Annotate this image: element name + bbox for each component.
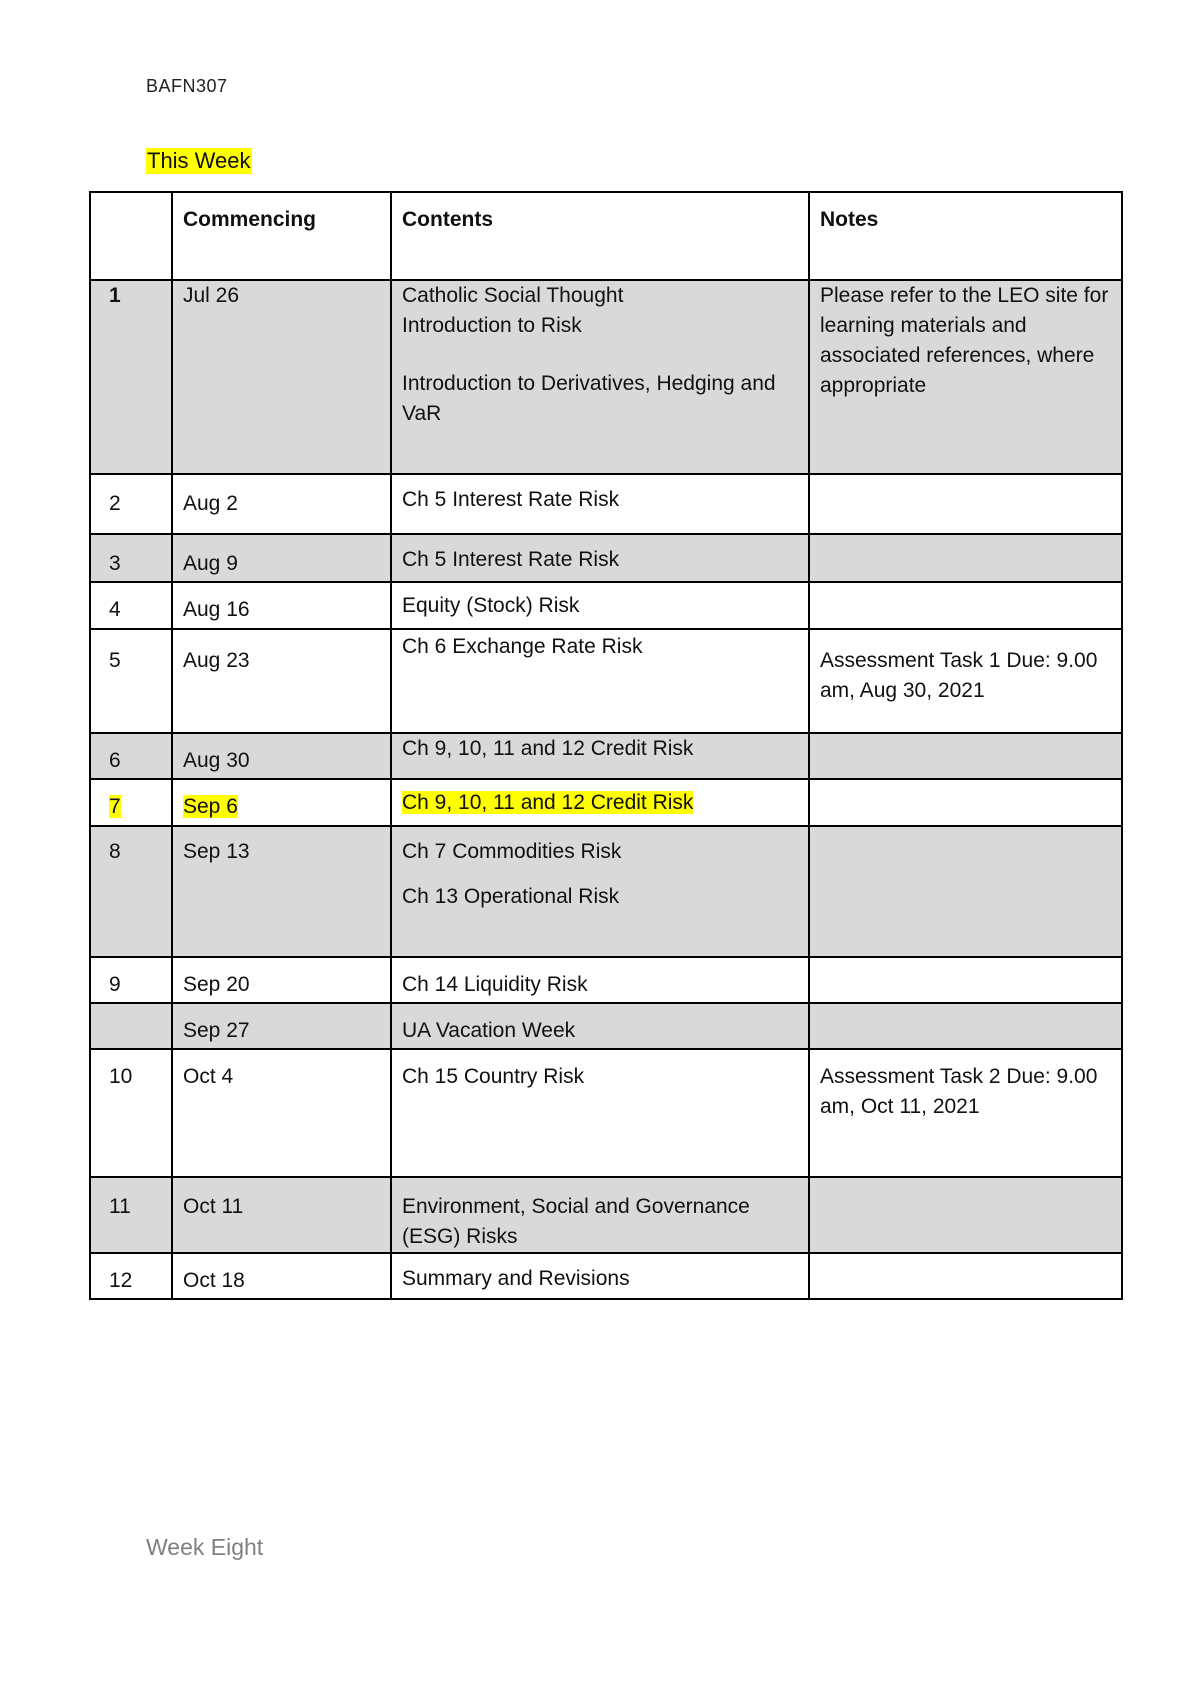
- week-number: 8: [90, 826, 172, 957]
- week-contents: Environment, Social and Governance (ESG) Risks: [391, 1177, 809, 1253]
- week-date: Aug 23: [172, 629, 391, 733]
- week-date: Sep 13: [172, 826, 391, 957]
- week-number: [90, 779, 172, 826]
- week-notes: [809, 957, 1122, 1003]
- col-header-notes: Notes: [809, 192, 1122, 280]
- week-number: [90, 1003, 172, 1049]
- week-date: Aug 16: [172, 582, 391, 629]
- week-contents: [391, 280, 809, 474]
- table-row: [90, 733, 1122, 779]
- week-contents: Ch 5 Interest Rate Risk: [391, 474, 809, 534]
- this-week-label: This Week: [147, 148, 251, 173]
- week-number: 11: [90, 1177, 172, 1253]
- week-number: 12: [90, 1253, 172, 1299]
- table-header-row: [90, 192, 1122, 280]
- week-date: [172, 779, 391, 826]
- week-contents: Ch 5 Interest Rate Risk: [391, 534, 809, 582]
- footer-text: Week Eight: [146, 1534, 264, 1560]
- week-contents: UA Vacation Week: [391, 1003, 809, 1049]
- week-date: Sep 20: [172, 957, 391, 1003]
- week-date-highlight: Sep 6: [183, 795, 238, 818]
- week-notes: [809, 582, 1122, 629]
- content-line: Introduction to Risk: [402, 314, 582, 337]
- week-contents: Ch 9, 10, 11 and 12 Credit Risk: [391, 733, 809, 779]
- week-notes: [809, 733, 1122, 779]
- week-notes: [809, 1177, 1122, 1253]
- week-date: Aug 9: [172, 534, 391, 582]
- week-date: Aug 2: [172, 474, 391, 534]
- week-date: Oct 11: [172, 1177, 391, 1253]
- content-line: Ch 13 Operational Risk: [402, 885, 620, 908]
- table-row: [90, 1177, 1122, 1253]
- week-number: 9: [90, 957, 172, 1003]
- week-contents: Equity (Stock) Risk: [391, 582, 809, 629]
- week-contents: Ch 14 Liquidity Risk: [391, 957, 809, 1003]
- col-header-contents: Contents: [391, 192, 809, 280]
- table-row: [90, 1049, 1122, 1177]
- table-row: [90, 280, 1122, 474]
- table-row: [90, 474, 1122, 534]
- week-contents-highlight: Ch 9, 10, 11 and 12 Credit Risk: [402, 791, 694, 814]
- week-date: Jul 26: [172, 280, 391, 474]
- week-number: 3: [90, 534, 172, 582]
- course-code: BAFN307: [146, 76, 228, 96]
- week-number: 10: [90, 1049, 172, 1177]
- schedule-table: [89, 191, 1123, 1300]
- week-notes: Assessment Task 2 Due: 9.00 am, Oct 11, 2021: [809, 1049, 1122, 1177]
- week-number: 6: [90, 733, 172, 779]
- content-line: Catholic Social Thought: [402, 284, 624, 307]
- week-notes: [809, 1253, 1122, 1299]
- col-header-commencing: Commencing: [172, 192, 391, 280]
- week-contents: Ch 15 Country Risk: [391, 1049, 809, 1177]
- week-number: 2: [90, 474, 172, 534]
- week-number: 1: [90, 280, 172, 474]
- content-line: Introduction to Derivatives, Hedging and VaR: [402, 372, 776, 425]
- content-spacer: [402, 341, 798, 369]
- week-number: 5: [90, 629, 172, 733]
- week-contents: Ch 6 Exchange Rate Risk: [391, 629, 809, 733]
- week-notes: [809, 474, 1122, 534]
- table-row: [90, 779, 1122, 826]
- week-date: Oct 4: [172, 1049, 391, 1177]
- week-notes: [809, 826, 1122, 957]
- content-line: Ch 7 Commodities Risk: [402, 840, 622, 863]
- week-contents: [391, 826, 809, 957]
- week-date: Aug 30: [172, 733, 391, 779]
- week-notes: Please refer to the LEO site for learning materials and associated references, where appropriate: [809, 280, 1122, 474]
- week-notes: [809, 1003, 1122, 1049]
- table-row: [90, 629, 1122, 733]
- table-row: [90, 582, 1122, 629]
- week-notes: [809, 779, 1122, 826]
- table-row: [90, 826, 1122, 957]
- week-number: 4: [90, 582, 172, 629]
- week-notes: [809, 534, 1122, 582]
- col-header-week: [90, 192, 172, 280]
- week-contents: Summary and Revisions: [391, 1253, 809, 1299]
- table-row: [90, 534, 1122, 582]
- week-notes: Assessment Task 1 Due: 9.00 am, Aug 30, 2021: [809, 629, 1122, 733]
- week-contents: [391, 779, 809, 826]
- table-row: [90, 1003, 1122, 1049]
- week-date: Sep 27: [172, 1003, 391, 1049]
- table-row: [90, 957, 1122, 1003]
- table-row: [90, 1253, 1122, 1299]
- week-number-highlight: 7: [109, 795, 121, 818]
- week-date: Oct 18: [172, 1253, 391, 1299]
